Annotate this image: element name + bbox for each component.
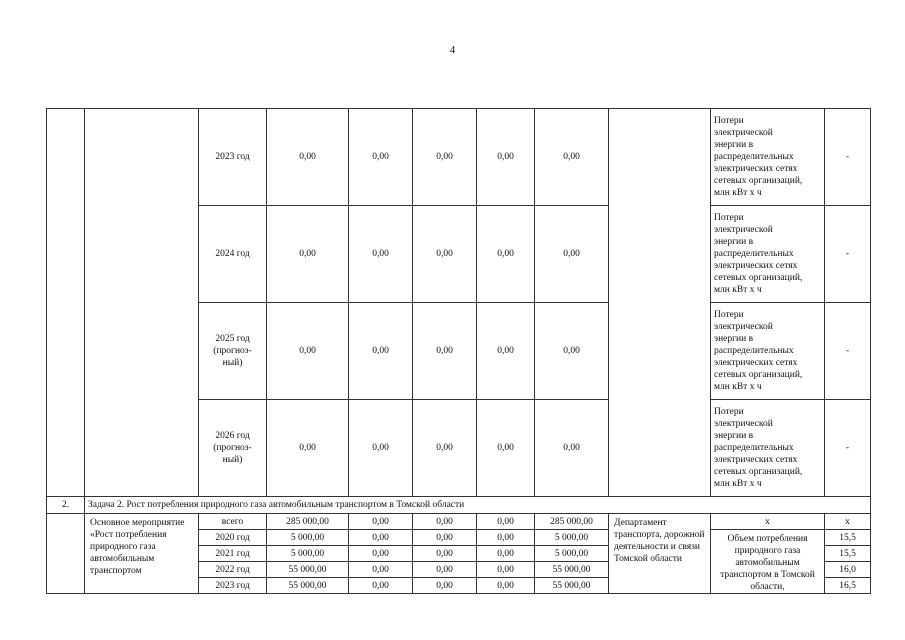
value-cell: 285 000,00: [267, 514, 349, 530]
value-cell: 0,00: [413, 578, 477, 594]
indicator-value-cell: 15,5: [825, 546, 871, 562]
program-table: [46, 108, 871, 594]
indicator-cell: Потери электрической энергии в распределительных электрических сетях сетевых организаций, млн кВт х ч: [711, 206, 825, 303]
indicator-cell: х: [711, 514, 825, 530]
value-cell: 5 000,00: [267, 530, 349, 546]
value-cell: 0,00: [477, 546, 535, 562]
value-cell: 0,00: [535, 400, 609, 497]
value-cell: 0,00: [535, 303, 609, 400]
value-cell: 0,00: [267, 206, 349, 303]
event-name: Основное мероприятие «Рост потребления природного газа автомобильным транспортом: [85, 514, 199, 594]
executor-cell: Департамент транспорта, дорожной деятельности и связи Томской области: [609, 514, 711, 594]
indicator-cell: Объем потребления природного газа автомобильным транспортом в Томской области,: [711, 530, 825, 594]
value-cell: 0,00: [349, 400, 413, 497]
indicator-cell: Потери электрической энергии в распределительных электрических сетях сетевых организаций, млн кВт х ч: [711, 303, 825, 400]
value-cell: 0,00: [349, 530, 413, 546]
value-cell: 0,00: [477, 109, 535, 206]
value-cell: 0,00: [413, 303, 477, 400]
value-cell: 285 000,00: [535, 514, 609, 530]
value-cell: 0,00: [477, 578, 535, 594]
value-cell: 5 000,00: [535, 546, 609, 562]
value-cell: 0,00: [349, 546, 413, 562]
task-title: Задача 2. Рост потребления природного газа автомобильным транспортом в Томской области: [85, 497, 871, 514]
indicator-value-cell: 16,5: [825, 578, 871, 594]
year-cell: 2020 год: [199, 530, 267, 546]
num-cell-empty: [47, 514, 85, 594]
value-cell: 0,00: [267, 400, 349, 497]
value-cell: 0,00: [349, 514, 413, 530]
value-cell: 0,00: [413, 546, 477, 562]
value-cell: 0,00: [349, 578, 413, 594]
value-cell: 0,00: [477, 206, 535, 303]
indicator-value-cell: 16,0: [825, 562, 871, 578]
year-cell: 2025 год (прогноз- ный): [199, 303, 267, 400]
value-cell: 0,00: [349, 206, 413, 303]
value-cell: 0,00: [535, 109, 609, 206]
executor-cell-empty: [609, 109, 711, 497]
value-cell: 5 000,00: [535, 530, 609, 546]
value-cell: 0,00: [477, 514, 535, 530]
value-cell: 55 000,00: [535, 578, 609, 594]
indicator-cell: Потери электрической энергии в распределительных электрических сетях сетевых организаций, млн кВт х ч: [711, 400, 825, 497]
value-cell: 55 000,00: [535, 562, 609, 578]
value-cell: 0,00: [413, 109, 477, 206]
indicator-value-cell: -: [825, 206, 871, 303]
indicator-value-cell: -: [825, 109, 871, 206]
table-row: [47, 109, 871, 206]
value-cell: 0,00: [413, 400, 477, 497]
task-row: [47, 497, 871, 514]
indicator-value-cell: -: [825, 400, 871, 497]
value-cell: 0,00: [267, 109, 349, 206]
value-cell: 0,00: [413, 530, 477, 546]
task-number: 2.: [47, 497, 85, 514]
value-cell: 5 000,00: [267, 546, 349, 562]
value-cell: 0,00: [477, 530, 535, 546]
value-cell: 0,00: [535, 206, 609, 303]
value-cell: 0,00: [413, 562, 477, 578]
year-cell: 2026 год (прогноз- ный): [199, 400, 267, 497]
year-cell: 2023 год: [199, 109, 267, 206]
value-cell: 0,00: [267, 303, 349, 400]
value-cell: 0,00: [349, 562, 413, 578]
value-cell: 0,00: [477, 303, 535, 400]
indicator-value-cell: -: [825, 303, 871, 400]
value-cell: 0,00: [477, 562, 535, 578]
page-number: 4: [449, 44, 456, 56]
indicator-value-cell: х: [825, 514, 871, 530]
year-cell: 2022 год: [199, 562, 267, 578]
indicator-cell: Потери электрической энергии в распределительных электрических сетях сетевых организаций, млн кВт х ч: [711, 109, 825, 206]
name-cell-empty: [85, 109, 199, 497]
value-cell: 0,00: [349, 109, 413, 206]
indicator-value-cell: 15,5: [825, 530, 871, 546]
table-row: [47, 514, 871, 530]
value-cell: 0,00: [349, 303, 413, 400]
year-cell: 2023 год: [199, 578, 267, 594]
num-cell-empty: [47, 109, 85, 497]
value-cell: 0,00: [413, 206, 477, 303]
year-cell: всего: [199, 514, 267, 530]
value-cell: 55 000,00: [267, 578, 349, 594]
value-cell: 55 000,00: [267, 562, 349, 578]
value-cell: 0,00: [413, 514, 477, 530]
value-cell: 0,00: [477, 400, 535, 497]
year-cell: 2021 год: [199, 546, 267, 562]
year-cell: 2024 год: [199, 206, 267, 303]
